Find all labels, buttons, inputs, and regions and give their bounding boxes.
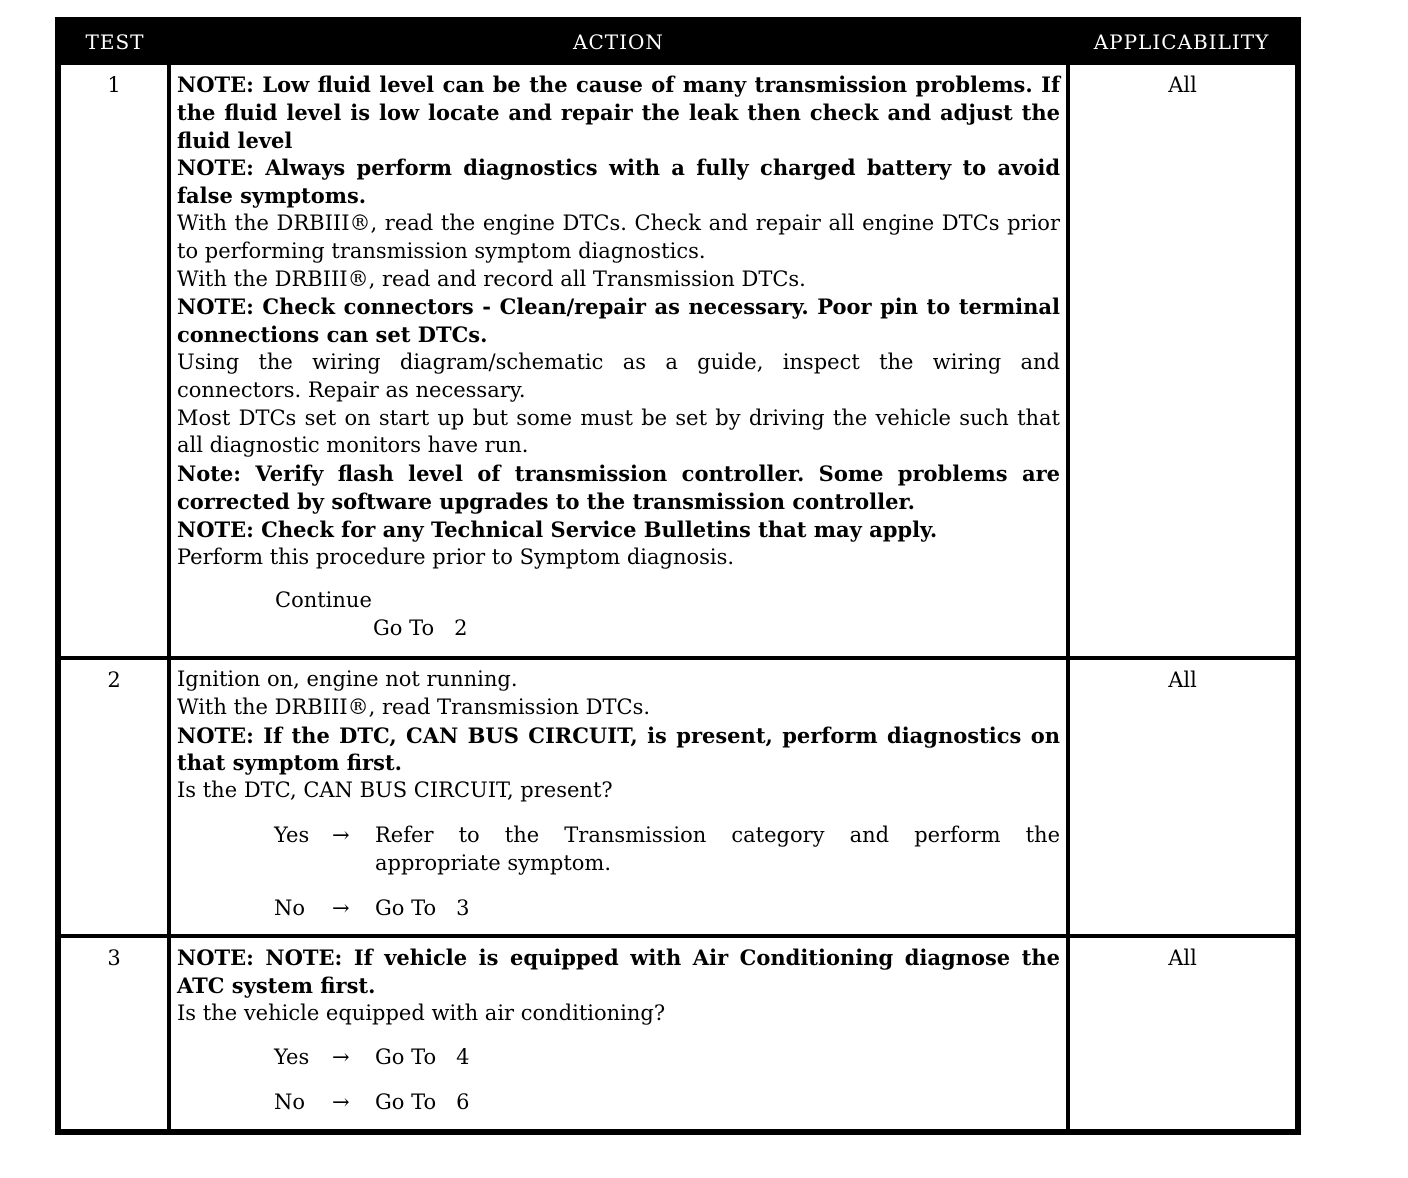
branch-yes [177, 1044, 1060, 1072]
diagnostic-test-table [55, 17, 1301, 1135]
test-number: 2 [58, 658, 169, 936]
header-action: ACTION [169, 20, 1068, 63]
header-test: TEST [58, 20, 169, 63]
applicability-value: All [1068, 936, 1298, 1132]
action-cell [169, 936, 1068, 1132]
action-line: Note: Verify flash level of transmission controller. Some problems are corrected by software upgrades to the transmission controller. [177, 461, 1060, 514]
action-line: Is the DTC, CAN BUS CIRCUIT, present? [177, 778, 613, 803]
arrow-right-icon: → [332, 895, 350, 920]
table-row [58, 63, 1298, 658]
goto-link[interactable]: Go To 3 [375, 895, 470, 920]
test-number: 3 [58, 936, 169, 1132]
action-line: With the DRBIII®, read the engine DTCs. Check and repair all engine DTCs prior to performing transmission symptom diagnostics. [177, 210, 1060, 263]
branch-label: No [274, 895, 306, 920]
action-line: With the DRBIII®, read and record all Transmission DTCs. [177, 266, 806, 291]
action-line: NOTE: NOTE: If vehicle is equipped with Air Conditioning diagnose the ATC system first. [177, 945, 1060, 998]
action-line: Most DTCs set on start up but some must be set by driving the vehicle such that all diagnostic monitors have run. [177, 405, 1060, 458]
branch-label: Yes [274, 822, 310, 847]
goto-link[interactable]: Go To 6 [375, 1090, 470, 1115]
branch-label: No [274, 1090, 306, 1115]
action-line: NOTE: Always perform diagnostics with a fully charged battery to avoid false symptoms. [177, 155, 1060, 209]
action-line: With the DRBIII®, read Transmission DTCs. [177, 694, 651, 719]
action-cell [169, 63, 1068, 658]
action-line: Using the wiring diagram/schematic as a guide, inspect the wiring and connectors. Repair as necessary. [177, 349, 1060, 402]
action-line: NOTE: If the DTC, CAN BUS CIRCUIT, is present, perform diagnostics on that symptom first. [177, 722, 1060, 776]
action-line: NOTE: Low fluid level can be the cause of many transmission problems. If the fluid level is low locate and repair the leak then check and adjust the fluid level [177, 72, 1060, 153]
table-row [58, 936, 1298, 1132]
table-row [58, 658, 1298, 936]
applicability-value: All [1068, 63, 1298, 658]
action-cell [169, 658, 1068, 936]
arrow-right-icon: → [332, 1090, 350, 1115]
continue-label: Continue [275, 588, 372, 613]
goto-link[interactable]: Go To 4 [375, 1045, 470, 1070]
continue-block [177, 587, 1060, 643]
arrow-right-icon: → [332, 1045, 350, 1070]
branch-yes [177, 822, 1060, 878]
action-line: Perform this procedure prior to Symptom diagnosis. [177, 544, 735, 569]
test-number: 1 [58, 63, 169, 658]
action-line: Ignition on, engine not running. [177, 667, 518, 691]
branch-no [177, 1089, 1060, 1117]
table-header-row [58, 20, 1298, 63]
action-line: NOTE: Check connectors - Clean/repair as necessary. Poor pin to terminal connections can set DTCs. [177, 294, 1060, 348]
branch-no [177, 895, 1060, 923]
branch-label: Yes [274, 1045, 310, 1070]
action-line: Is the vehicle equipped with air conditioning? [177, 1000, 666, 1025]
action-line: NOTE: Check for any Technical Service Bulletins that may apply. [177, 516, 938, 542]
branch-target[interactable]: Refer to the Transmission category and perform the appropriate symptom. [375, 822, 1060, 875]
arrow-right-icon: → [332, 822, 350, 847]
applicability-value: All [1068, 658, 1298, 936]
header-applicability: APPLICABILITY [1068, 20, 1298, 63]
goto-link[interactable]: Go To 2 [373, 616, 468, 641]
